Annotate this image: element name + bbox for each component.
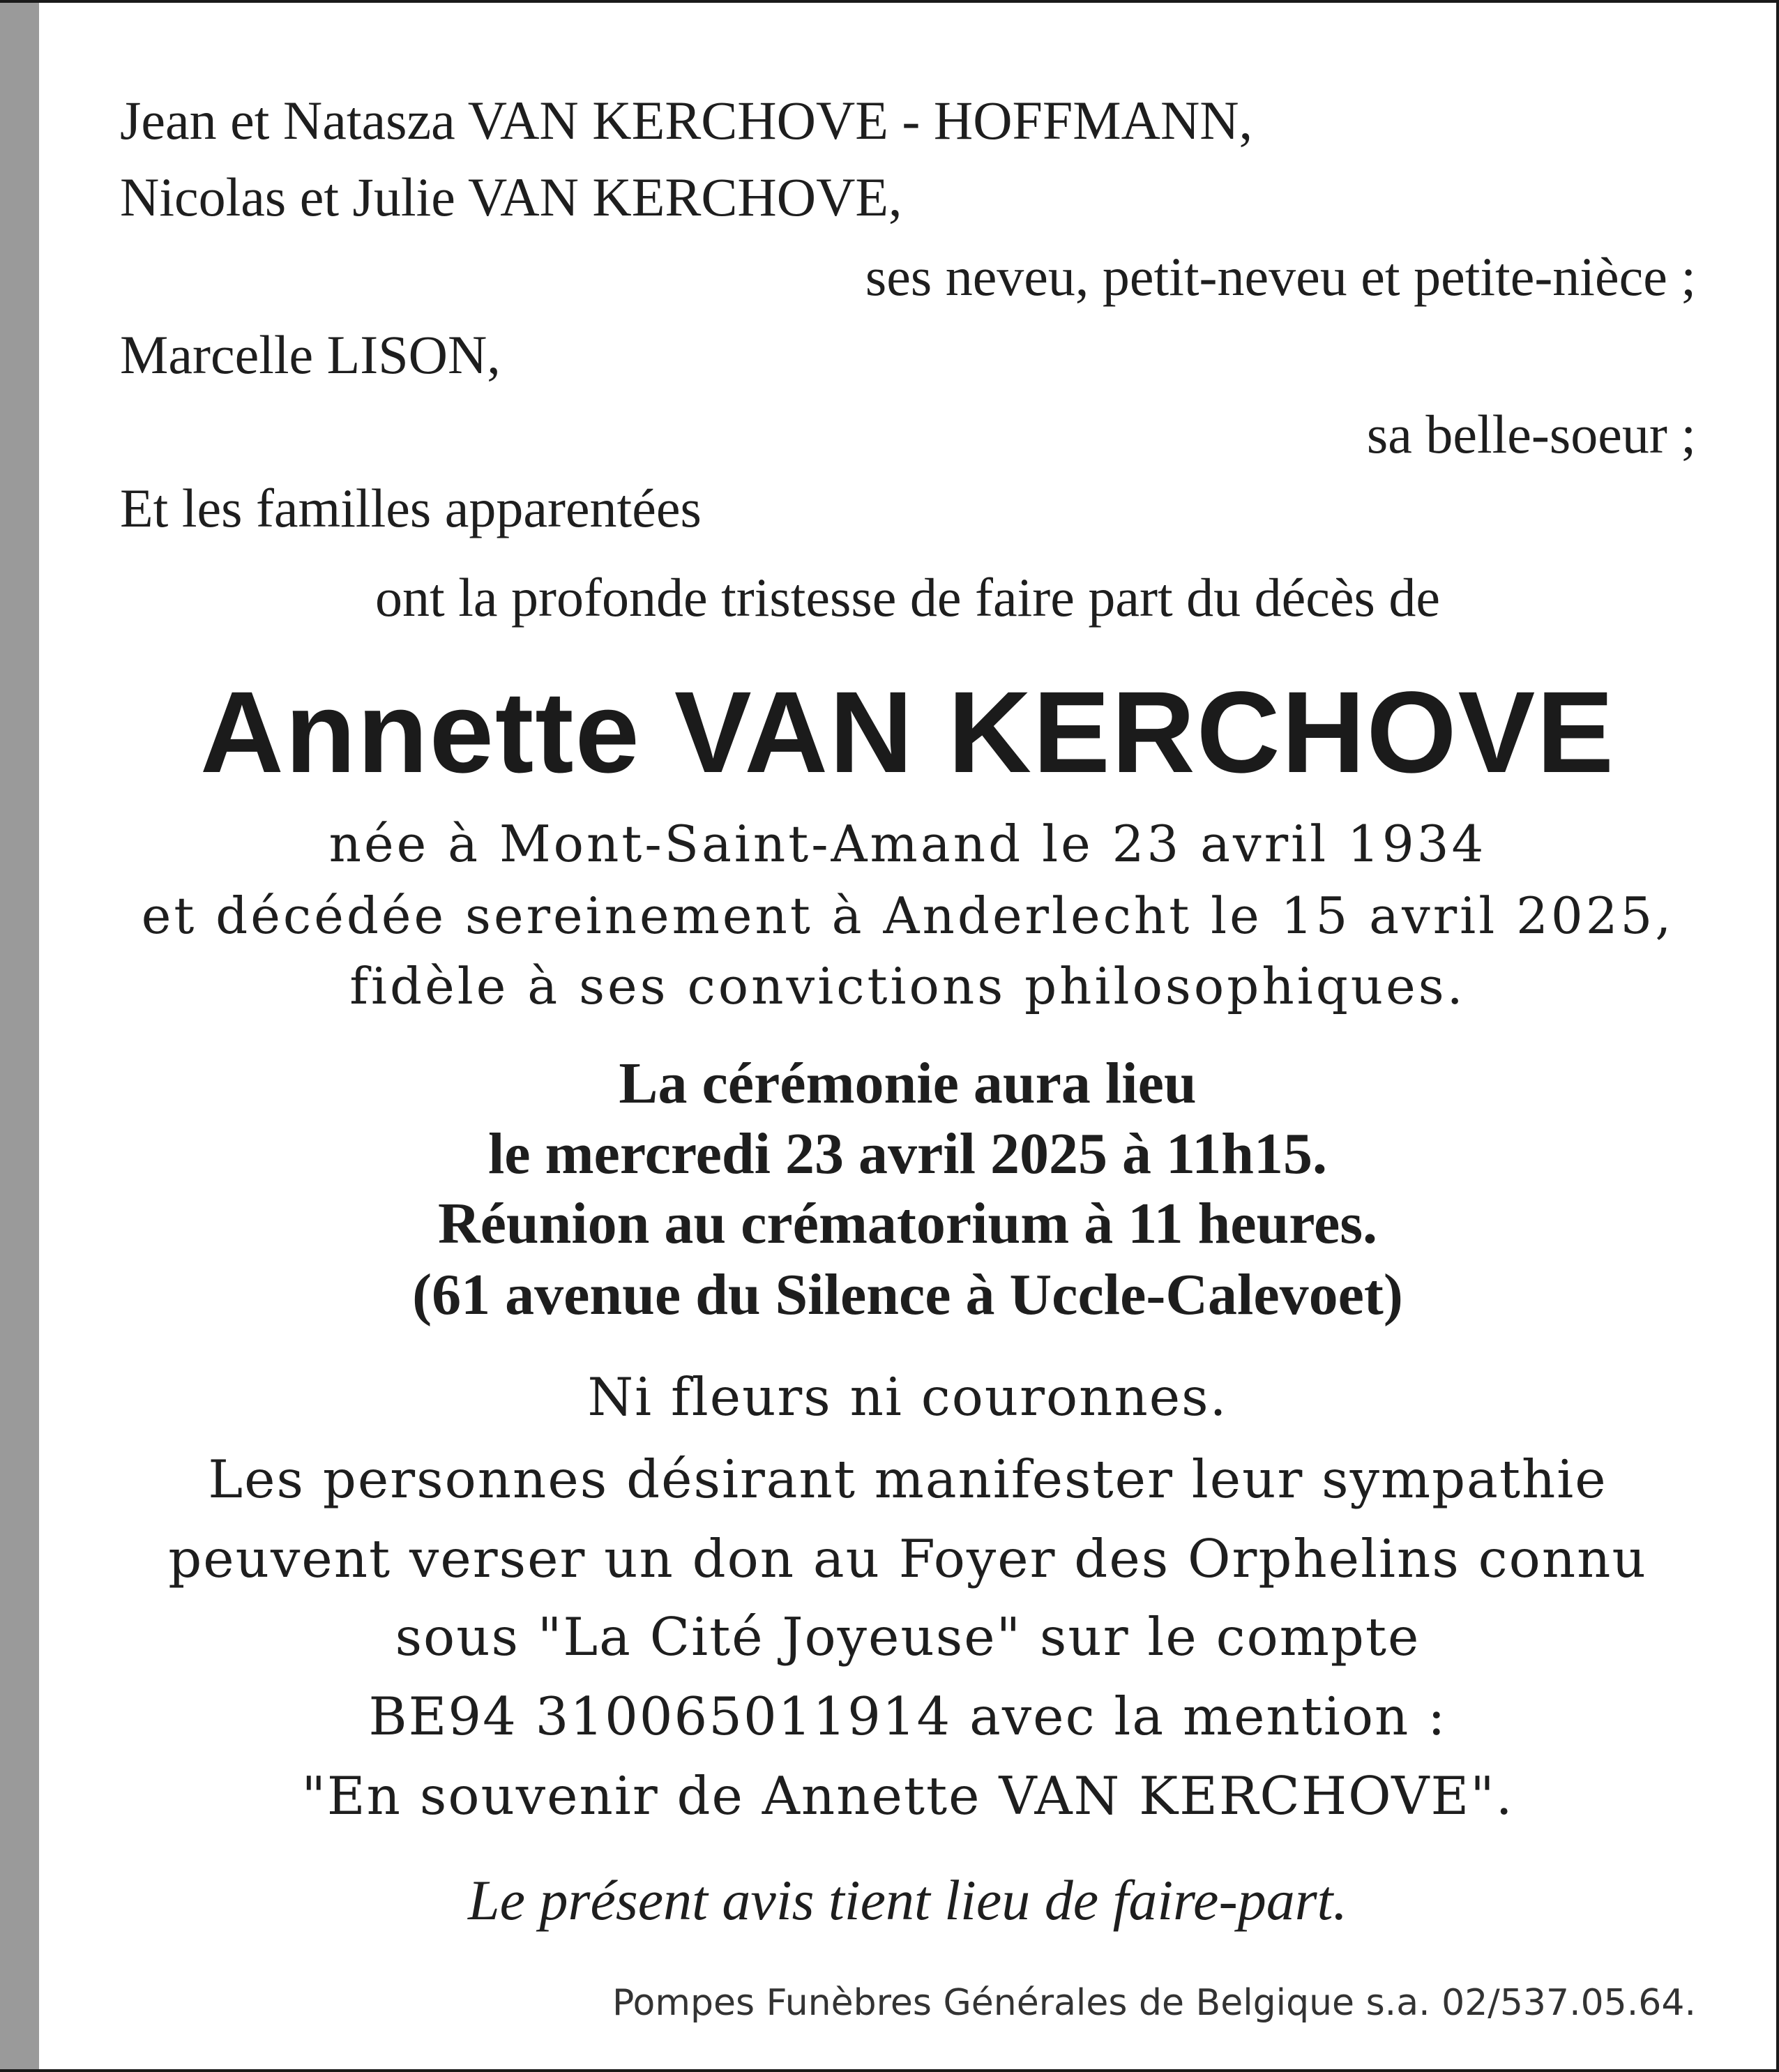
family-line-3: Marcelle LISON,: [120, 324, 501, 385]
convictions-line: fidèle à ses convictions philosophiques.: [349, 957, 1466, 1015]
donation-mention: "En souvenir de Annette VAN KERCHOVE".: [301, 1765, 1514, 1827]
donation-line-4: sous "La Cité Joyeuse" sur le compte: [395, 1606, 1421, 1668]
family-relation-2: sa belle-soeur ;: [1366, 404, 1696, 464]
family-line-2: Nicolas et Julie VAN KERCHOVE,: [120, 167, 902, 227]
birth-line: née à Mont-Saint-Amand le 23 avril 1934: [328, 815, 1487, 873]
death-line: et décédée sereinement à Anderlecht le 15 avril 2025,: [141, 886, 1674, 945]
family-line-1: Jean et Natasza VAN KERCHOVE - HOFFMANN,: [120, 90, 1253, 151]
donation-account: BE94 310065011914 avec la mention :: [368, 1686, 1447, 1747]
donation-line-3: peuvent verser un don au Foyer des Orphelins connu: [168, 1528, 1647, 1589]
family-line-4: Et les familles apparentées: [120, 478, 702, 538]
family-relation-1: ses neveu, petit-neveu et petite-nièce ;: [865, 246, 1696, 307]
funeral-home-footer: Pompes Funèbres Générales de Belgique s.a. 02/537.05.64.: [612, 1982, 1696, 2024]
donation-line-2: Les personnes désirant manifester leur sympathie: [208, 1449, 1607, 1510]
announcement-intro: ont la profonde tristesse de faire part du décès de: [375, 567, 1440, 628]
ceremony-line-3: Réunion au crématorium à 11 heures.: [437, 1191, 1378, 1256]
donation-line-1: Ni fleurs ni couronnes.: [587, 1366, 1228, 1428]
ceremony-address: (61 avenue du Silence à Uccle-Calevoet): [412, 1262, 1403, 1327]
closing-note: Le présent avis tient lieu de faire-part.: [468, 1868, 1347, 1932]
ceremony-line-2: le mercredi 23 avril 2025 à 11h15.: [487, 1121, 1328, 1186]
ceremony-line-1: La cérémonie aura lieu: [619, 1051, 1197, 1116]
deceased-name: Annette VAN KERCHOVE: [199, 668, 1616, 797]
